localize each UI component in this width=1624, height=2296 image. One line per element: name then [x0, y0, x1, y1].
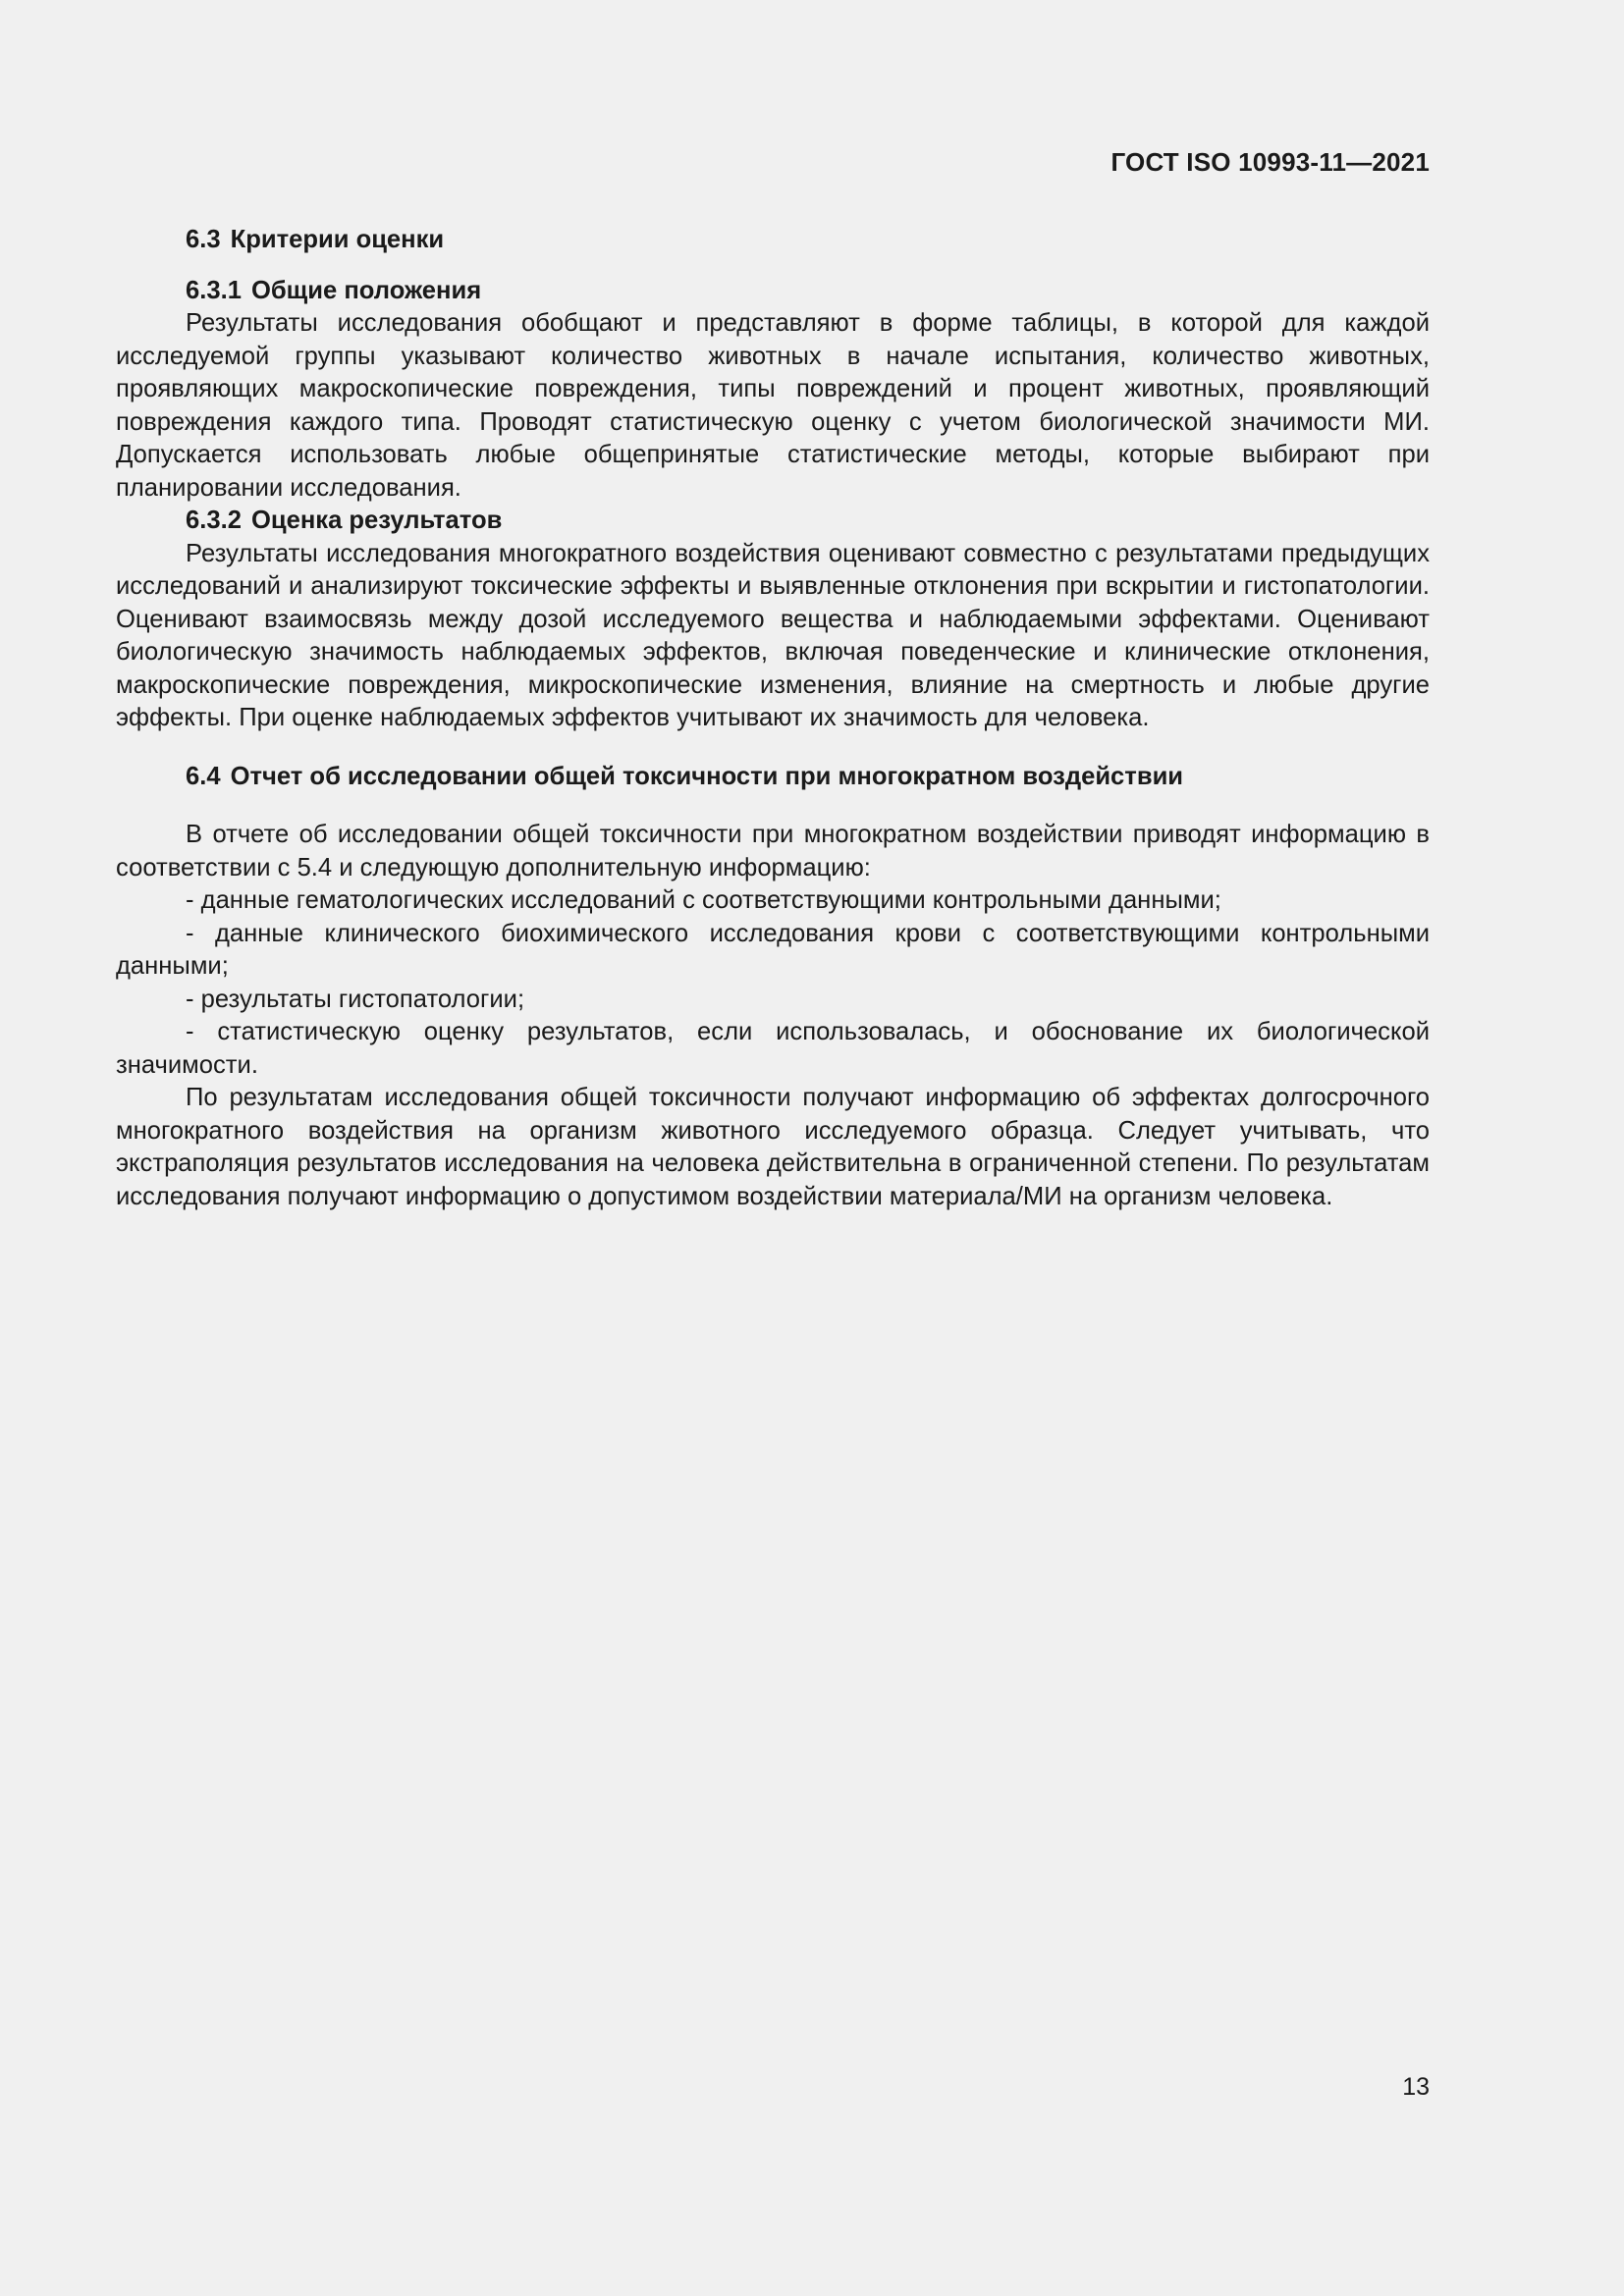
document-code-header: ГОСТ ISO 10993-11—2021: [1110, 147, 1430, 177]
section-title: Оценка результатов: [250, 507, 503, 534]
section-6-4-closing: По результатам исследования общей токсичности получают информацию об эффектах долгосрочного многократного воздействия на организм животного исследуемого образца. Следует учитывать, что экстраполяция результатов исследования на человека действительна в ограниченной степени. По результатам исследования получают информацию о допустимом воздействии материала/МИ на организм человека.: [116, 1084, 1430, 1210]
section-6-3-2-paragraph: Результаты исследования многократного воздействия оценивают совместно с результатами предыдущих исследований и анализируют токсические эффекты и выявленные отклонения при вскрытии и гистопатологии. Оценивают взаимосвязь между дозой исследуемого вещества и наблюдаемыми эффектами. Оценивают биологическую значимость наблюдаемых эффектов, включая поведенческие и клинические отклонения, макроскопические повреждения, микроскопические изменения, влияние на смертность и любые другие эффекты. При оценке наблюдаемых эффектов учитывают их значимость для человека.: [116, 539, 1430, 731]
list-item: - результаты гистопатологии;: [186, 985, 525, 1013]
section-6-3-heading: [116, 224, 1430, 257]
section-6-3-1-heading: [116, 275, 1430, 308]
list-item: - данные гематологических исследований с соответствующими контрольными данными;: [186, 886, 1221, 914]
section-title: Общие положения: [250, 276, 482, 304]
list-item: - данные клинического биохимического исследования крови с соответствующими контрольными данными;: [116, 919, 1430, 980]
page-number: 13: [1402, 2073, 1430, 2101]
section-number: 6.4: [186, 762, 221, 790]
section-number: 6.3: [186, 226, 221, 253]
section-title: Отчет об исследовании общей токсичности при многократном воздействии: [230, 762, 1184, 790]
section-number: 6.3.1: [186, 276, 242, 304]
section-6-3-2-heading: [116, 505, 1430, 538]
section-6-4-intro: В отчете об исследовании общей токсичности при многократном воздействии приводят информацию в соответствии с 5.4 и следующую дополнительную информацию:: [116, 821, 1430, 881]
list-item: - статистическую оценку результатов, если использовалась, и обоснование их биологической значимости.: [116, 1018, 1430, 1079]
section-6-4-heading: [116, 761, 1430, 794]
section-6-3-1-paragraph: Результаты исследования обобщают и представляют в форме таблицы, в которой для каждой исследуемой группы указывают количество животных в начале испытания, количество животных, проявляющих макроскопические повреждения, типы повреждений и процент животных, проявляющий повреждения каждого типа. Проводят статистическую оценку с учетом биологической значимости МИ. Допускается использовать любые общепринятые статистические методы, которые выбирают при планировании исследования.: [116, 309, 1430, 502]
document-body: [116, 224, 1430, 1213]
section-number: 6.3.2: [186, 507, 242, 534]
section-title: Критерии оценки: [230, 226, 445, 253]
